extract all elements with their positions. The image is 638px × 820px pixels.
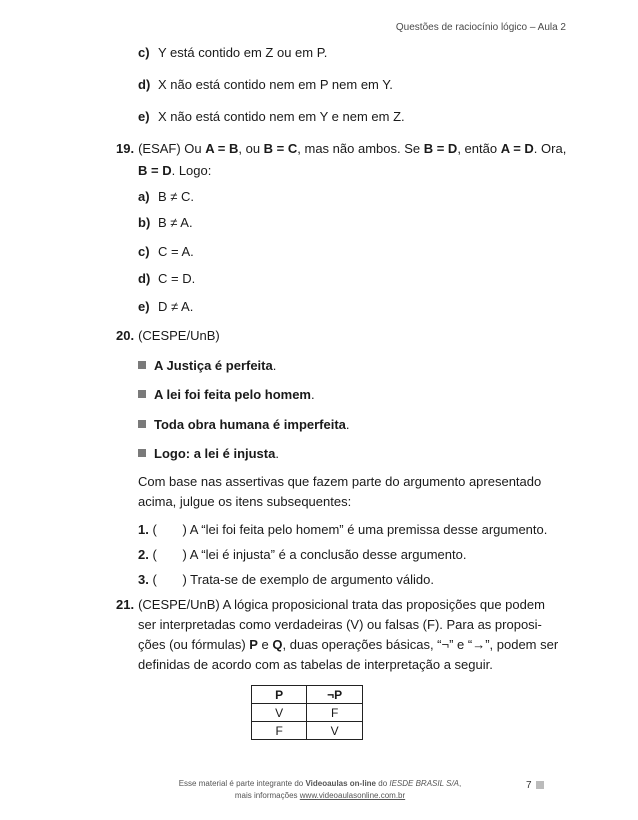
q19-term: A = B [205, 141, 239, 156]
q19-statement-line2 [138, 163, 211, 179]
premise-end: . [310, 387, 315, 402]
page-marker-square-icon [536, 781, 544, 789]
option-text: C = A. [158, 244, 194, 259]
premise-text: Toda obra humana é imperfeita [154, 417, 346, 432]
q21-text: e [257, 637, 273, 652]
option-key: e) [138, 109, 150, 124]
q20-header [116, 328, 220, 344]
footer-text: , [459, 779, 462, 788]
bullet-square-icon [138, 420, 146, 428]
option-key: e) [138, 299, 150, 314]
footer-line2 [150, 790, 490, 802]
option-key: d) [138, 271, 151, 286]
item-number: 1. [138, 522, 149, 537]
q21-line3 [138, 637, 558, 653]
q19-term: B = D [138, 163, 172, 178]
q19-option-d [138, 271, 195, 287]
item-answer-blank: ( [152, 572, 157, 587]
item-answer-blank: ( [152, 522, 157, 537]
q20-item-1 [138, 522, 547, 538]
q21-line4: definidas de acordo com as tabelas de interpretação a seguir. [138, 657, 493, 672]
q20-source: (CESPE/UnB) [138, 328, 220, 343]
item-text: ) A “lei é injusta” é a conclusão desse argumento. [182, 547, 467, 562]
q21-text: ções (ou fórmulas) [138, 637, 250, 652]
q20-premise-1 [138, 358, 276, 374]
question-number: 21. [116, 597, 135, 612]
q19-option-c [138, 244, 194, 260]
option-key: d) [138, 77, 151, 92]
q21-line2: ser interpretadas como verdadeiras (V) ou falsas (F). Para as proposi- [138, 617, 542, 632]
premise-text: A lei foi feita pelo homem [154, 387, 311, 402]
q19-text: . Ora, [533, 141, 567, 156]
q19-text: , então [457, 141, 501, 156]
premise-end: . [345, 417, 350, 432]
option-text: X não está contido nem em Y e nem em Z. [158, 109, 405, 124]
premise-text: Logo: a lei é injusta [154, 446, 276, 461]
q19-option-a [138, 189, 194, 205]
option-text: C = D. [158, 271, 196, 286]
q19-text: , mas não ambos. Se [297, 141, 424, 156]
option-key: a) [138, 189, 150, 204]
q21-text: , duas operações básicas, “¬” e “→”, podem ser [282, 637, 559, 652]
option-key: b) [138, 215, 151, 230]
option-text: X não está contido nem em P nem em Y. [158, 77, 393, 92]
bullet-square-icon [138, 390, 146, 398]
table-row [252, 722, 363, 740]
q18-option-e [138, 109, 405, 125]
q20-intro-line1: Com base nas assertivas que fazem parte do argumento apresentado [138, 474, 542, 489]
item-number: 2. [138, 547, 149, 562]
q19-text: , ou [238, 141, 264, 156]
q20-premise-3 [138, 417, 350, 433]
item-answer-blank: ( [152, 547, 157, 562]
table-header-cell: ¬P [307, 686, 363, 704]
option-key: c) [138, 244, 150, 259]
q20-item-2 [138, 547, 466, 563]
q21-text: (CESPE/UnB) A lógica proposicional trata das proposições que podem [138, 597, 545, 612]
q20-premise-4 [138, 446, 279, 462]
option-text: B ≠ A. [158, 215, 193, 230]
page-number [526, 780, 544, 791]
q18-option-d [138, 77, 393, 93]
table-row [252, 704, 363, 722]
q18-option-c [138, 45, 327, 61]
item-number: 3. [138, 572, 149, 587]
table-cell: F [252, 722, 307, 740]
table-header-row [252, 686, 363, 704]
option-text: B ≠ C. [158, 189, 195, 204]
item-text: ) Trata-se de exemplo de argumento válido. [182, 572, 434, 587]
q19-term: B = D [423, 141, 458, 156]
bullet-square-icon [138, 361, 146, 369]
table-cell: F [307, 704, 363, 722]
footer-text: mais informações [234, 791, 300, 800]
q19-term: B = C [263, 141, 298, 156]
q20-item-3 [138, 572, 434, 588]
option-text: D ≠ A. [158, 299, 194, 314]
option-text: Y está contido em Z ou em P. [158, 45, 328, 60]
footer-text: Esse material é parte integrante do [178, 779, 306, 788]
footer-product: Videoaulas on-line [305, 779, 377, 788]
q19-term: A = D [500, 141, 534, 156]
q21-line1 [116, 597, 545, 613]
footer-text: do [376, 779, 390, 788]
q19-text: . Logo: [171, 163, 212, 178]
running-header: Questões de raciocínio lógico – Aula 2 [395, 22, 566, 33]
bullet-square-icon [138, 449, 146, 457]
premise-text: A Justiça é perfeita [154, 358, 273, 373]
q19-option-e [138, 299, 193, 315]
q19-text: (ESAF) Ou [138, 141, 206, 156]
q20-intro-line2: acima, julgue os itens subsequentes: [138, 494, 352, 509]
q21-term: Q [272, 637, 283, 652]
premise-end: . [272, 358, 277, 373]
item-text: ) A “lei foi feita pelo homem” é uma premissa desse argumento. [182, 522, 548, 537]
q21-term: P [249, 637, 258, 652]
truth-table-negation [251, 685, 363, 740]
footer-line1 [150, 778, 490, 790]
premise-end: . [275, 446, 279, 461]
footer-website-link[interactable]: www.videoaulasonline.com.br [299, 791, 406, 800]
question-number: 19. [116, 141, 135, 156]
q20-premise-2 [138, 387, 315, 403]
table-header-cell: P [252, 686, 307, 704]
table-cell: V [307, 722, 363, 740]
q19-option-b [138, 215, 193, 231]
question-number: 20. [116, 328, 135, 343]
table-cell: V [252, 704, 307, 722]
option-key: c) [138, 45, 150, 60]
page-number-text: 7 [526, 780, 532, 791]
q19-statement-line1 [116, 141, 566, 157]
page-footer [150, 778, 490, 802]
footer-company: IESDE BRASIL S/A [389, 779, 460, 788]
